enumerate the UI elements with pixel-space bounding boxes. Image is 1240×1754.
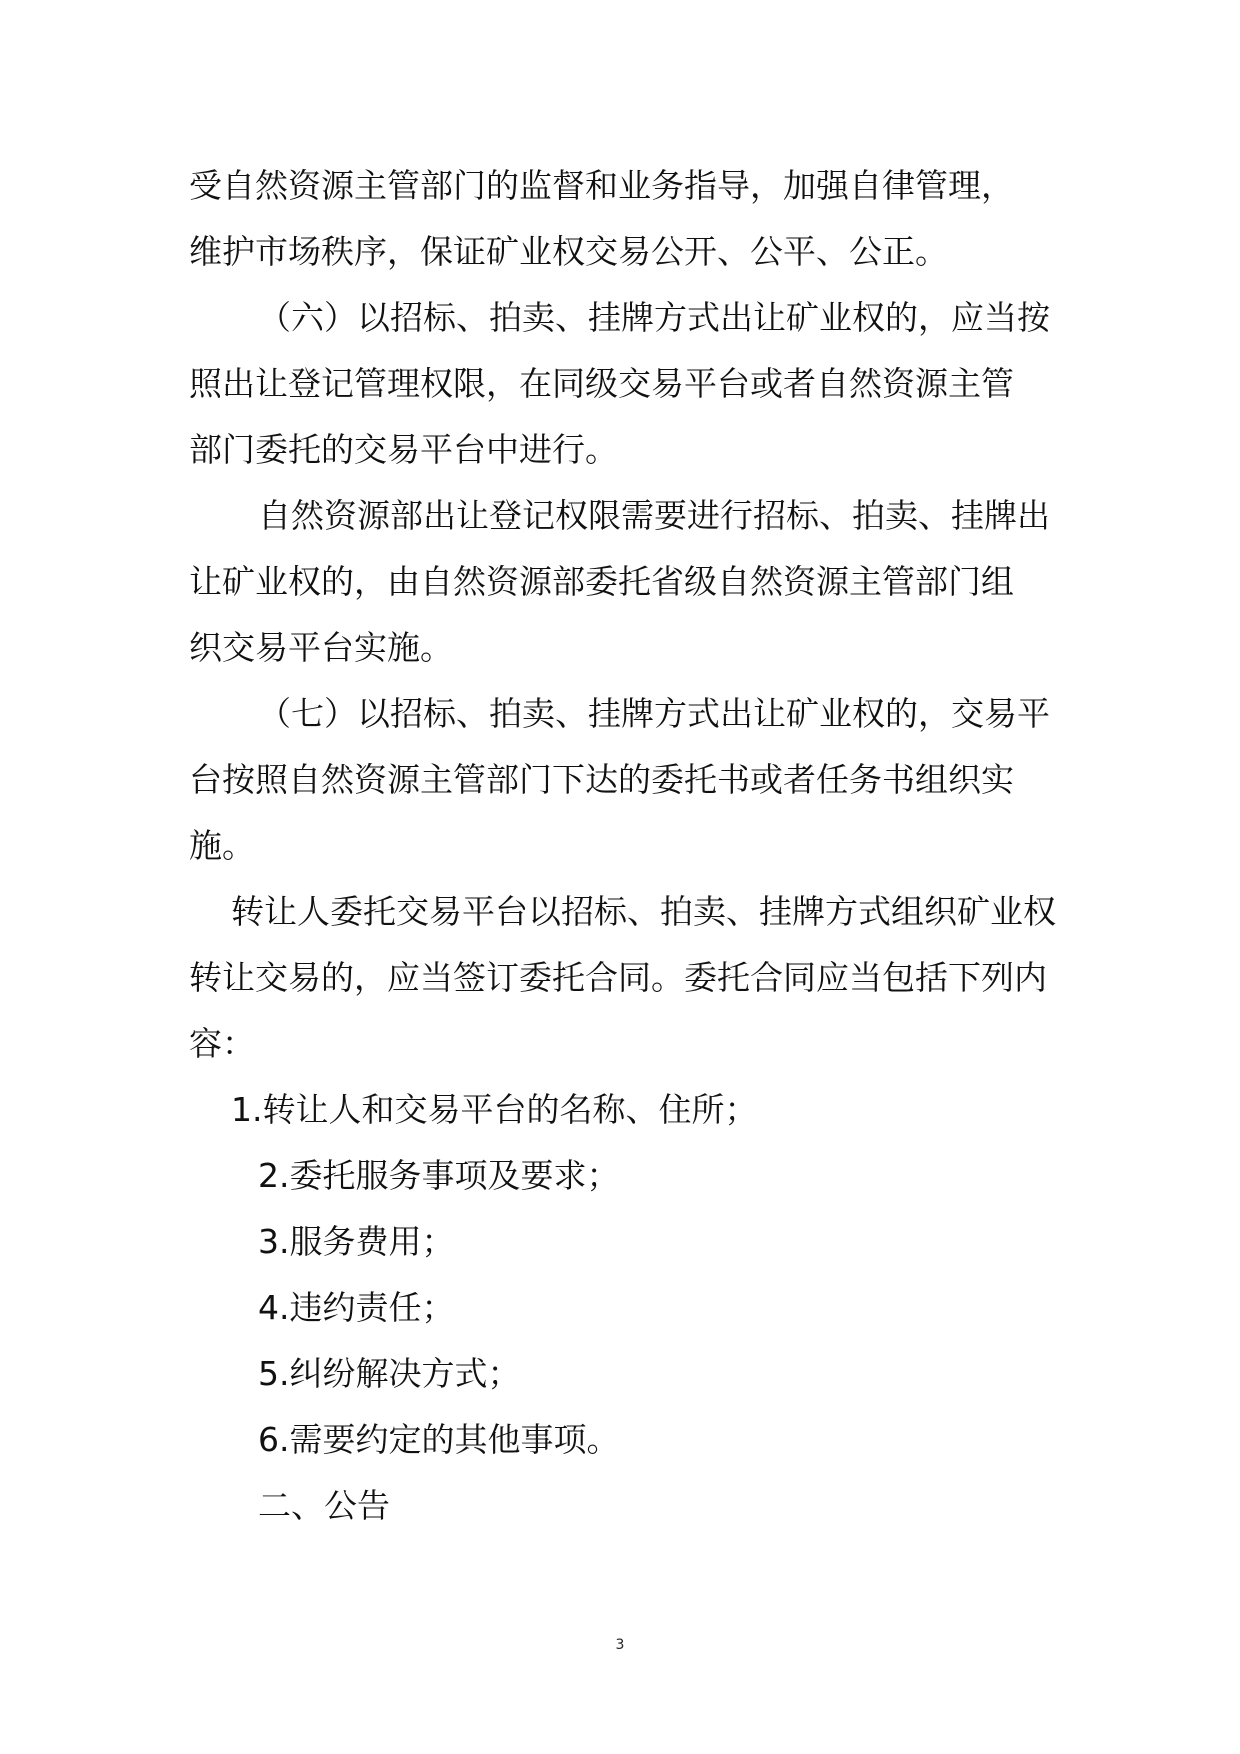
list-item: 6.需要约定的其他事项。 <box>258 1420 620 1459</box>
paragraph-first-line: 自然资源部出让登记权限需要进行招标、拍卖、挂牌出 <box>258 496 1050 535</box>
body-text-line: 让矿业权的，由自然资源部委托省级自然资源主管部门组 <box>189 562 1014 601</box>
body-text-line: 照出让登记管理权限，在同级交易平台或者自然资源主管 <box>189 364 1014 403</box>
body-text-line: 转让交易的，应当签订委托合同。委托合同应当包括下列内 <box>189 958 1047 997</box>
list-item: 1.转让人和交易平台的名称、住所； <box>231 1090 758 1129</box>
list-item: 2.委托服务事项及要求； <box>258 1156 620 1195</box>
body-text-line: 部门委托的交易平台中进行。 <box>189 430 618 469</box>
page-number: 3 <box>615 1637 625 1653</box>
list-item: 4.违约责任； <box>258 1288 455 1327</box>
list-item: 5.纠纷解决方式； <box>258 1354 521 1393</box>
body-text-line: 受自然资源主管部门的监督和业务指导，加强自律管理， <box>189 166 1014 205</box>
body-text-line: 施。 <box>189 826 255 865</box>
body-text-line: 台按照自然资源主管部门下达的委托书或者任务书组织实 <box>189 760 1014 799</box>
body-text-line: 容： <box>189 1024 255 1063</box>
section-heading: 二、公告 <box>258 1486 390 1525</box>
body-text-line: 维护市场秩序，保证矿业权交易公开、公平、公正。 <box>189 232 948 271</box>
clause-six-heading-line: （六）以招标、拍卖、挂牌方式出让矿业权的，应当按 <box>258 298 1050 337</box>
list-item: 3.服务费用； <box>258 1222 455 1261</box>
paragraph-first-line: 转让人委托交易平台以招标、拍卖、挂牌方式组织矿业权 <box>231 892 1056 931</box>
body-text-line: 织交易平台实施。 <box>189 628 453 667</box>
clause-seven-heading-line: （七）以招标、拍卖、挂牌方式出让矿业权的，交易平 <box>258 694 1050 733</box>
